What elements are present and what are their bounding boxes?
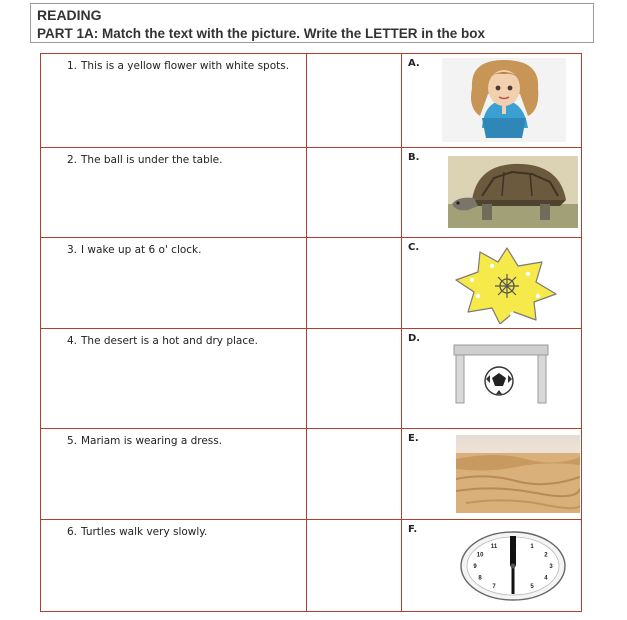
statement-number: 5.	[67, 435, 78, 447]
table-row	[41, 429, 582, 520]
clock-picture	[458, 528, 568, 604]
answer-box[interactable]	[307, 54, 402, 148]
clock-numeral: 3	[549, 564, 553, 570]
statement-number: 1.	[67, 60, 78, 72]
table-row	[41, 54, 582, 148]
clock-numeral: 7	[492, 583, 496, 590]
statement-text: I wake up at 6 o' clock.	[81, 244, 202, 256]
statement-cell	[41, 54, 307, 148]
picture-letter: A.	[408, 58, 420, 69]
statement-text: This is a yellow flower with white spots.	[81, 60, 290, 72]
picture-cell	[402, 54, 582, 148]
table-row	[41, 329, 582, 429]
clock-numeral: 11	[490, 544, 498, 551]
minute-hand	[512, 566, 515, 594]
answer-box[interactable]	[307, 329, 402, 429]
picture-cell	[402, 329, 582, 429]
instruction-text: PART 1A: Match the text with the picture. Write the LETTER in the box	[37, 26, 486, 41]
clock-numeral: 9	[473, 564, 477, 570]
girl-in-dress-picture	[442, 58, 566, 142]
statement-cell	[41, 520, 307, 612]
matching-table	[40, 53, 582, 612]
picture-letter: E.	[408, 433, 419, 444]
answer-box[interactable]	[307, 429, 402, 520]
picture-cell	[402, 148, 582, 238]
picture-cell	[402, 429, 582, 520]
answer-box[interactable]	[307, 238, 402, 329]
statement-text: Mariam is wearing a dress.	[81, 435, 223, 447]
clock-numeral: 1	[530, 544, 534, 551]
table-row	[41, 148, 582, 238]
picture-letter: D.	[408, 333, 421, 344]
picture-cell	[402, 238, 582, 329]
yellow-flower-picture	[452, 244, 562, 324]
turtle-picture	[448, 156, 578, 228]
statement-cell	[41, 238, 307, 329]
table-row	[41, 238, 582, 329]
statement-number: 6.	[67, 526, 78, 538]
clock-numeral: 2	[544, 552, 548, 559]
statement-text: The desert is a hot and dry place.	[81, 335, 258, 347]
picture-cell	[402, 520, 582, 612]
answer-box[interactable]	[307, 520, 402, 612]
picture-letter: B.	[408, 152, 420, 163]
statement-number: 3.	[67, 244, 78, 256]
hour-hand	[510, 536, 516, 566]
statement-text: Turtles walk very slowly.	[81, 526, 208, 538]
desert-picture	[456, 435, 580, 513]
clock-numeral: 10	[476, 552, 484, 559]
clock-numeral: 8	[478, 575, 482, 582]
table-row	[41, 520, 582, 612]
statement-text: The ball is under the table.	[81, 154, 223, 166]
statement-cell	[41, 148, 307, 238]
picture-letter: F.	[408, 524, 418, 535]
ball-under-table-picture	[452, 341, 552, 405]
statement-cell	[41, 429, 307, 520]
statement-cell	[41, 329, 307, 429]
clock-numeral: 5	[530, 583, 534, 590]
worksheet-header	[30, 3, 594, 43]
picture-letter: C.	[408, 242, 420, 253]
statement-number: 4.	[67, 335, 78, 347]
statement-number: 2.	[67, 154, 78, 166]
section-title: READING	[37, 7, 102, 23]
clock-numeral: 4	[544, 575, 548, 582]
answer-box[interactable]	[307, 148, 402, 238]
